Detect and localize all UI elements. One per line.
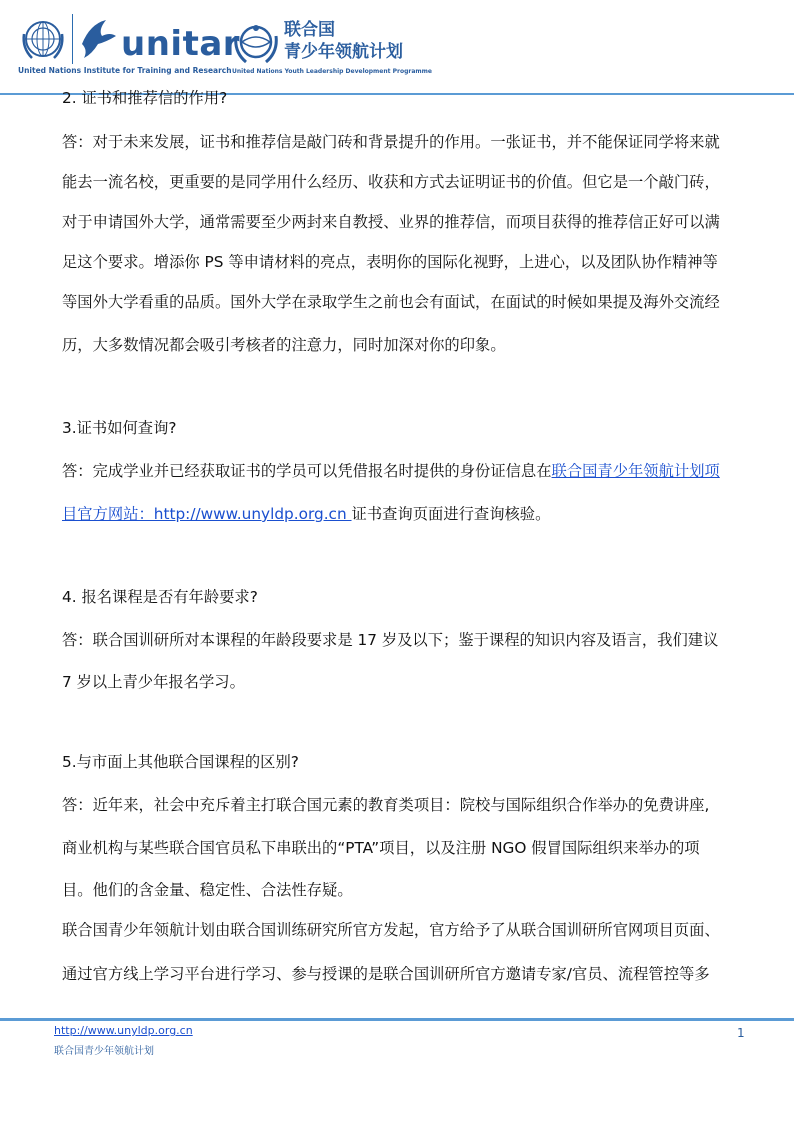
q3-heading: 3.证书如何查询? bbox=[62, 419, 177, 437]
q4-line-1: 答：联合国训研所对本课程的年龄段要求是 17 岁及以下；鉴于课程的知识内容及语言，我们建议 bbox=[62, 631, 719, 649]
unitar-bird-icon bbox=[76, 14, 120, 64]
official-site-url-link[interactable]: 目官方网站：http://www.unyldp.org.cn bbox=[62, 505, 352, 523]
q4-heading: 4. 报名课程是否有年龄要求? bbox=[62, 588, 258, 606]
program-subtitle: United Nations Youth Leadership Development Programme bbox=[232, 68, 432, 75]
unitar-logotype: unitar bbox=[121, 24, 241, 64]
q3-line-2 bbox=[62, 503, 550, 525]
q5-line-2: 商业机构与某些联合国官员私下串联出的“PTA”项目，以及注册 NGO 假冒国际组织来举办的项 bbox=[62, 839, 700, 857]
footer-divider bbox=[0, 1018, 794, 1021]
q2-line-2: 能去一流名校，更重要的是同学用什么经历、收获和方式去证明证书的价值。但它是一个敲门砖， bbox=[62, 173, 720, 191]
q3-line-1-text: 答：完成学业并已经获取证书的学员可以凭借报名时提供的身份证信息在 bbox=[62, 462, 552, 480]
q3-line-2-text: 证书查询页面进行查询核验。 bbox=[351, 505, 551, 523]
q2-line-1: 答：对于未来发展，证书和推荐信是敲门砖和背景提升的作用。一张证书，并不能保证同学将来就 bbox=[62, 133, 720, 151]
q5-line-1: 答：近年来，社会中充斥着主打联合国元素的教育类项目：院校与国际组织合作举办的免费讲座, bbox=[62, 796, 710, 814]
q2-heading: 2. 证书和推荐信的作用? bbox=[62, 89, 228, 107]
q2-line-6: 历，大多数情况都会吸引考核者的注意力，同时加深对你的印象。 bbox=[62, 336, 506, 354]
logo-divider bbox=[72, 14, 73, 64]
q5-line-5: 通过官方线上学习平台进行学习、参与授课的是联合国训研所官方邀请专家/官员、流程管控等多 bbox=[62, 965, 710, 983]
q2-line-4: 足这个要求。增添你 PS 等申请材料的亮点，表明你的国际化视野，上进心，以及团队协作精神等 bbox=[62, 253, 718, 271]
page-number: 1 bbox=[737, 1026, 745, 1040]
footer-program-name: 联合国青少年领航计划 bbox=[54, 1046, 154, 1057]
q3-line-1 bbox=[62, 460, 720, 482]
page-header bbox=[0, 0, 794, 95]
q5-line-3: 目。他们的含金量、稳定性、合法性存疑。 bbox=[62, 881, 353, 899]
unitar-subtitle: United Nations Institute for Training and Research bbox=[18, 66, 232, 75]
footer-url-link[interactable]: http://www.unyldp.org.cn bbox=[54, 1024, 193, 1037]
q5-heading: 5.与市面上其他联合国课程的区别? bbox=[62, 753, 299, 771]
program-name-cn bbox=[284, 19, 403, 63]
official-site-link[interactable]: 联合国青少年领航计划项 bbox=[551, 462, 720, 480]
program-name-line-2: 青少年领航计划 bbox=[284, 42, 403, 62]
un-emblem-icon bbox=[18, 14, 68, 64]
q5-line-4: 联合国青少年领航计划由联合国训练研究所官方发起，官方给予了从联合国训研所官网项目页面、 bbox=[62, 921, 720, 939]
youth-globe-icon bbox=[232, 18, 280, 66]
q4-line-2: 7 岁以上青少年报名学习。 bbox=[62, 673, 245, 691]
q2-line-5: 等国外大学看重的品质。国外大学在录取学生之前也会有面试，在面试的时候如果提及海外交流经 bbox=[62, 293, 720, 311]
program-name-line-1: 联合国 bbox=[284, 20, 335, 40]
q2-line-3: 对于申请国外大学，通常需要至少两封来自教授、业界的推荐信，而项目获得的推荐信正好可以满 bbox=[62, 213, 720, 231]
